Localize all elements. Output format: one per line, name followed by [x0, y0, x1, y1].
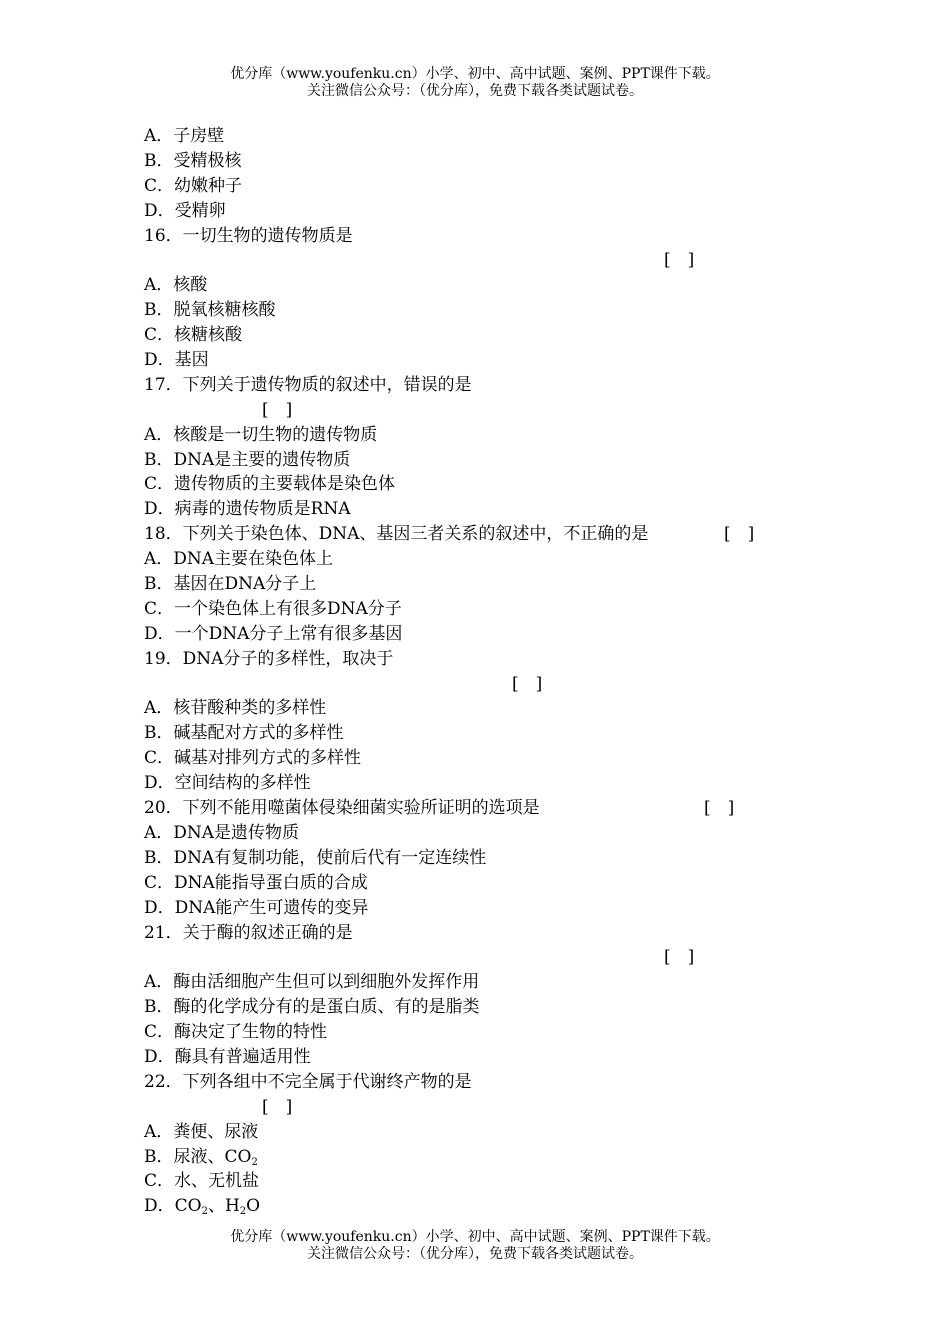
q18-option-a: A．DNA主要在染色体上 — [144, 549, 334, 570]
q16-answer-bracket: [ ] — [664, 250, 695, 271]
q21-option-c: C．酶决定了生物的特性 — [144, 1022, 328, 1043]
q16-option-c: C．核糖核酸 — [144, 325, 243, 346]
footer-line-2: 关注微信公众号：（优分库），免费下载各类试题试卷。 — [307, 1246, 643, 1262]
q22-option-d-text-2: 、H — [207, 1196, 240, 1217]
q16-stem: 16．一切生物的遗传物质是 — [144, 225, 353, 246]
q22-option-a: A．粪便、尿液 — [144, 1121, 259, 1142]
q16-option-a: A．核酸 — [144, 275, 208, 296]
q22-stem: 22．下列各组中不完全属于代谢终产物的是 — [144, 1071, 472, 1092]
q18-option-b: B．基因在DNA分子上 — [144, 574, 317, 595]
page-header — [0, 66, 950, 100]
q19-answer-bracket: [ ] — [512, 673, 543, 694]
q18-answer-bracket: [ ] — [724, 524, 755, 545]
q18-stem: 18．下列关于染色体、DNA、基因三者关系的叙述中，不正确的是 — [144, 524, 649, 545]
q17-answer-line — [144, 398, 824, 423]
q21-answer-bracket: [ ] — [664, 947, 695, 968]
q17-answer-bracket: [ ] — [262, 399, 293, 420]
footer-line-1: 优分库（www.youfenku.cn）小学、初中、高中试题、案例、PPT课件下载。 — [230, 1229, 720, 1245]
q17-option-a: A．核酸是一切生物的遗传物质 — [144, 424, 378, 445]
q18-stem-line — [144, 522, 824, 547]
q22-option-b-text: B．尿液、CO — [144, 1146, 252, 1167]
q21-option-d: D．酶具有普遍适用性 — [144, 1046, 311, 1067]
q16-option-d: D．基因 — [144, 350, 209, 371]
q16-option-b: B．脱氧核糖核酸 — [144, 300, 276, 321]
q21-stem: 21．关于酶的叙述正确的是 — [144, 922, 353, 943]
q22-answer-line — [144, 1095, 824, 1120]
q21-option-b: B．酶的化学成分有的是蛋白质、有的是脂类 — [144, 997, 480, 1018]
q19-option-c: C．碱基对排列方式的多样性 — [144, 748, 362, 769]
q21-answer-line — [144, 945, 824, 970]
q19-stem: 19．DNA分子的多样性，取决于 — [144, 648, 394, 669]
q15-option-c: C．幼嫩种子 — [144, 175, 243, 196]
q22-option-d-text-1: D．CO — [144, 1196, 202, 1217]
q15-option-b: B．受精极核 — [144, 150, 242, 171]
q22-option-b-subscript: 2 — [251, 1156, 258, 1168]
q22-option-d-text-3: O — [246, 1196, 261, 1217]
header-line-2: 关注微信公众号：（优分库），免费下载各类试题试卷。 — [307, 83, 643, 99]
q20-option-c: C．DNA能指导蛋白质的合成 — [144, 872, 368, 893]
q20-option-b: B．DNA有复制功能，使前后代有一定连续性 — [144, 847, 487, 868]
q17-stem: 17．下列关于遗传物质的叙述中，错误的是 — [144, 374, 472, 395]
q15-option-a: A．子房壁 — [144, 126, 225, 146]
q19-option-a: A．核苷酸种类的多样性 — [144, 698, 327, 719]
q19-option-b: B．碱基配对方式的多样性 — [144, 723, 344, 744]
q17-option-d: D．病毒的遗传物质是RNA — [144, 499, 351, 520]
q22-option-c: C．水、无机盐 — [144, 1171, 260, 1192]
q22-option-b — [144, 1145, 824, 1170]
q22-option-d-subscript-1: 2 — [201, 1206, 208, 1218]
q22-option-d-subscript-2: 2 — [239, 1206, 247, 1218]
q20-answer-bracket: [ ] — [704, 798, 735, 819]
q20-stem: 20．下列不能用噬菌体侵染细菌实验所证明的选项是 — [144, 798, 540, 819]
q20-stem-line — [144, 796, 824, 821]
q18-option-c: C．一个染色体上有很多DNA分子 — [144, 598, 402, 619]
q16-answer-line — [144, 248, 824, 273]
q20-option-d: D．DNA能产生可遗传的变异 — [144, 897, 369, 918]
q20-option-a: A．DNA是遗传物质 — [144, 822, 300, 843]
page-footer — [0, 1229, 950, 1263]
q19-answer-line — [144, 672, 824, 697]
q22-answer-bracket: [ ] — [262, 1096, 293, 1117]
q17-option-c: C．遗传物质的主要载体是染色体 — [144, 474, 396, 495]
q17-option-b: B．DNA是主要的遗传物质 — [144, 449, 351, 470]
q15-option-d: D．受精卵 — [144, 200, 226, 221]
question-list — [144, 124, 824, 1219]
q19-option-d: D．空间结构的多样性 — [144, 773, 311, 794]
q21-option-a: A．酶由活细胞产生但可以到细胞外发挥作用 — [144, 972, 480, 993]
q22-option-d — [144, 1194, 824, 1219]
header-line-1: 优分库（www.youfenku.cn）小学、初中、高中试题、案例、PPT课件下载。 — [230, 66, 720, 82]
q18-option-d: D．一个DNA分子上常有很多基因 — [144, 623, 403, 644]
